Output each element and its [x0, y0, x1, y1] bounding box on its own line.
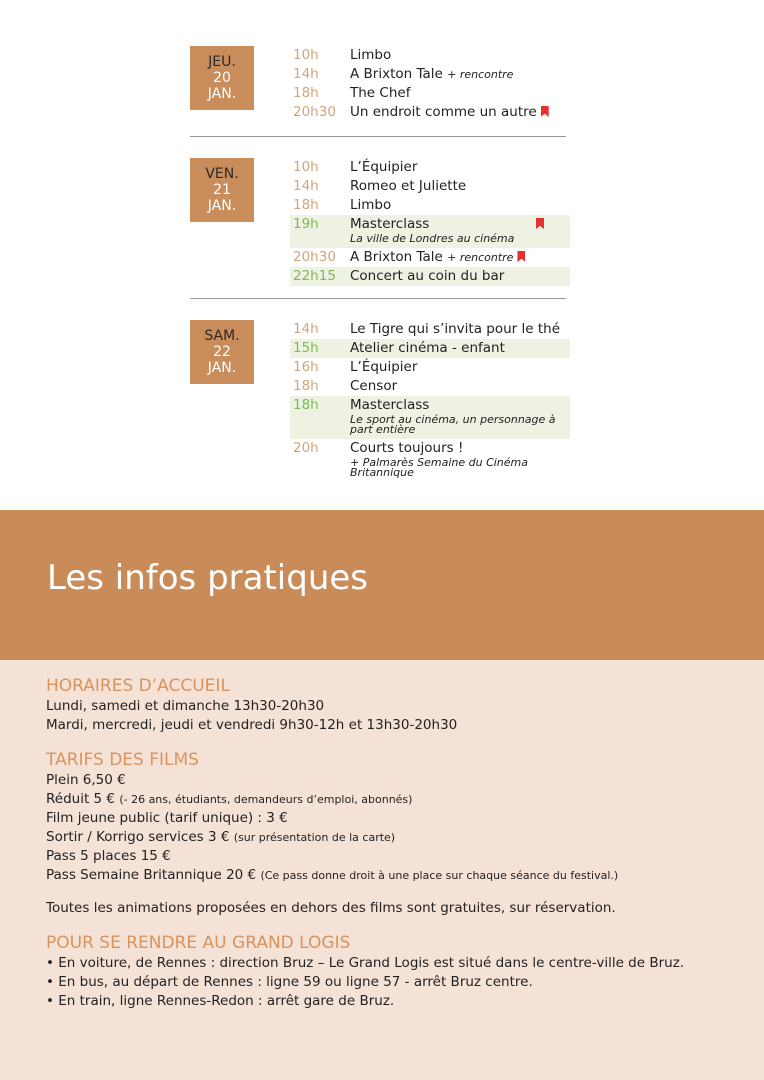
screening-row	[290, 177, 570, 196]
screening-row	[290, 158, 570, 177]
tarif-main: Pass Semaine Britannique 20 €	[46, 867, 257, 883]
day-of-week: JEU.	[208, 54, 236, 70]
screening-time: 18h	[293, 397, 319, 413]
screening-title	[350, 339, 570, 358]
title-text: Masterclass	[350, 216, 430, 232]
screening-time: 20h30	[293, 249, 336, 265]
title-text: Un endroit comme un autre	[350, 104, 537, 120]
acces-line: • En train, ligne Rennes-Redon : arrêt gare de Bruz.	[46, 993, 395, 1009]
title-text: Masterclass	[350, 397, 430, 413]
screening-time: 18h	[293, 378, 319, 394]
screening-row	[290, 84, 570, 103]
tarifs-list	[46, 771, 764, 885]
screening-time: 20h	[293, 440, 319, 456]
month: JAN.	[207, 86, 237, 102]
tarif-main: Sortir / Korrigo services 3 €	[46, 829, 230, 845]
screening-time: 18h	[293, 85, 319, 101]
screening-time: 15h	[293, 340, 319, 356]
screening-row	[290, 377, 570, 396]
screening-title	[350, 158, 570, 177]
title-text: Limbo	[350, 47, 392, 63]
screening-title	[350, 84, 570, 103]
day-number: 20	[213, 70, 231, 86]
tarif-note: (sur présentation de la carte)	[233, 831, 396, 844]
screening-time: 14h	[293, 321, 319, 337]
tarif-line	[46, 771, 764, 790]
screening-time: 10h	[293, 47, 319, 63]
day-number: 22	[213, 344, 231, 360]
screening-row	[290, 358, 570, 377]
screening-title	[350, 248, 570, 267]
screening-title	[350, 439, 570, 482]
title-text: A Brixton Tale	[350, 249, 443, 265]
title-extra: + rencontre	[447, 251, 514, 264]
divider	[190, 136, 566, 137]
screening-time: 14h	[293, 178, 319, 194]
tarif-line	[46, 828, 764, 847]
horaires-line: Lundi, samedi et dimanche 13h30-20h30	[46, 698, 325, 714]
title-text: Censor	[350, 378, 398, 394]
screening-time: 16h	[293, 359, 319, 375]
day-number: 21	[213, 182, 231, 198]
title-text: Atelier cinéma - enfant	[350, 340, 505, 356]
date-badge	[190, 158, 254, 222]
screening-row	[290, 267, 570, 286]
date-badge	[190, 46, 254, 110]
bookmark-icon	[536, 218, 544, 229]
title-text: L’Équipier	[350, 159, 418, 175]
title-text: Limbo	[350, 197, 392, 213]
title-text: Romeo et Juliette	[350, 178, 467, 194]
screening-title	[350, 177, 570, 196]
screening-subtitle: La ville de Londres au cinéma	[350, 232, 515, 245]
screening-row	[290, 196, 570, 215]
screening-subtitle: + Palmarès Semaine du Cinéma Britannique	[350, 456, 528, 479]
info-section	[0, 660, 764, 1080]
screening-title	[350, 267, 570, 286]
screening-list	[290, 46, 570, 122]
screening-title	[350, 215, 570, 248]
section-title: Les infos pratiques	[47, 558, 369, 598]
screening-title	[350, 358, 570, 377]
screening-time: 10h	[293, 159, 319, 175]
tarif-main: Réduit 5 €	[46, 791, 116, 807]
month: JAN.	[207, 198, 237, 214]
title-text: Le Tigre qui s’invita pour le thé	[350, 321, 561, 337]
acces-line: • En bus, au départ de Rennes : ligne 59 ou ligne 57 - arrêt Bruz centre.	[46, 974, 533, 990]
horaires-heading: HORAIRES D’ACCUEIL	[46, 676, 230, 696]
screening-title	[350, 320, 570, 339]
title-text: L’Équipier	[350, 359, 418, 375]
screening-title	[350, 65, 570, 84]
screening-row	[290, 248, 570, 267]
tarif-line	[46, 866, 764, 885]
title-text: A Brixton Tale	[350, 66, 443, 82]
screening-title	[350, 46, 570, 65]
tarif-note: (Ce pass donne droit à une place sur chaque séance du festival.)	[260, 869, 619, 882]
title-text: The Chef	[350, 85, 411, 101]
screening-row	[290, 439, 570, 482]
horaires-line: Mardi, mercredi, jeudi et vendredi 9h30-12h et 13h30-20h30	[46, 717, 458, 733]
screening-subtitle: Le sport au cinéma, un personnage à part entière	[350, 413, 556, 436]
bookmark-icon	[517, 251, 525, 262]
divider	[190, 298, 566, 299]
screening-row	[290, 215, 570, 248]
title-text: Concert au coin du bar	[350, 268, 505, 284]
screening-time: 14h	[293, 66, 319, 82]
tarif-main: Plein 6,50 €	[46, 772, 126, 788]
tarif-line	[46, 809, 764, 828]
screening-row	[290, 103, 570, 122]
date-badge	[190, 320, 254, 384]
screening-row	[290, 396, 570, 439]
tarif-line	[46, 790, 764, 809]
screening-title	[350, 196, 570, 215]
tarif-main: Film jeune public (tarif unique) : 3 €	[46, 810, 288, 826]
screening-row	[290, 46, 570, 65]
screening-row	[290, 320, 570, 339]
screening-title	[350, 377, 570, 396]
day-of-week: SAM.	[204, 328, 240, 344]
screening-time: 18h	[293, 197, 319, 213]
screening-row	[290, 65, 570, 84]
tarif-line	[46, 847, 764, 866]
acces-heading: POUR SE RENDRE AU GRAND LOGIS	[46, 933, 351, 953]
tarif-note: (- 26 ans, étudiants, demandeurs d’emploi, abonnés)	[119, 793, 413, 806]
screening-row	[290, 339, 570, 358]
tarif-main: Pass 5 places 15 €	[46, 848, 171, 864]
screening-time: 20h30	[293, 104, 336, 120]
screening-list	[290, 158, 570, 286]
screening-title	[350, 103, 570, 122]
month: JAN.	[207, 360, 237, 376]
screening-list	[290, 320, 570, 482]
info-banner	[0, 510, 764, 660]
title-text: Courts toujours !	[350, 440, 464, 456]
screening-time: 19h	[293, 216, 319, 232]
screening-title	[350, 396, 570, 439]
day-of-week: VEN.	[205, 166, 239, 182]
screening-time: 22h15	[293, 268, 336, 284]
tarifs-heading: TARIFS DES FILMS	[46, 750, 199, 770]
bookmark-icon	[541, 106, 549, 117]
acces-line: • En voiture, de Rennes : direction Bruz – Le Grand Logis est situé dans le centre-ville de Bruz.	[46, 955, 685, 971]
title-extra: + rencontre	[447, 68, 514, 81]
animations-note: Toutes les animations proposées en dehors des films sont gratuites, sur réservation.	[46, 900, 616, 916]
